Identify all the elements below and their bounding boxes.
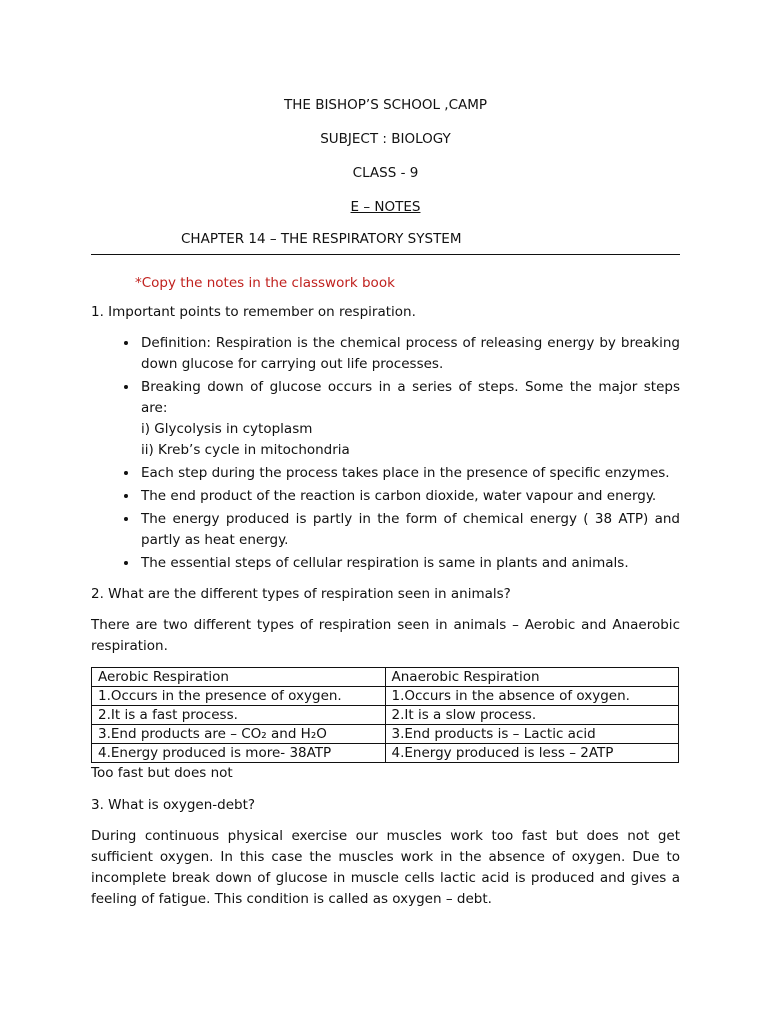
substep-krebs-cycle: ii) Kreb’s cycle in mitochondria <box>141 442 350 458</box>
section1-heading: 1. Important points to remember on respiration. <box>91 304 416 320</box>
section2-intro: There are two different types of respiration seen in animals – Aerobic and Anaerobic respiration. <box>91 617 680 654</box>
school-name: THE BISHOP’S SCHOOL ,CAMP <box>283 97 488 113</box>
instruction-text: Copy the notes in the classwork book <box>141 275 395 291</box>
table-cell: 2.It is a slow process. <box>385 706 679 725</box>
list-item: • The energy produced is partly in the form of chemical energy ( 38 ATP) and partly as heat energy. <box>139 509 680 551</box>
list-item: • Each step during the process takes place in the presence of specific enzymes. <box>139 463 680 484</box>
table-cell: 3.End products is – Lactic acid <box>385 725 679 744</box>
table-header-anaerobic: Anaerobic Respiration <box>385 668 679 687</box>
list-item: • The end product of the reaction is carbon dioxide, water vapour and energy. <box>139 486 680 507</box>
chapter-title: CHAPTER 14 – THE RESPIRATORY SYSTEM <box>181 231 462 247</box>
stray-text: Too fast but does not <box>91 765 233 781</box>
table-row <box>92 706 679 725</box>
list-item-text: Breaking down of glucose occurs in a series of steps. Some the major steps are: <box>141 379 680 416</box>
instruction-star: * <box>135 275 142 291</box>
class-line: CLASS - 9 <box>352 165 419 181</box>
notes-title-text: E – NOTES <box>350 199 421 215</box>
section2-heading: 2. What are the different types of respiration seen in animals? <box>91 586 511 602</box>
table-header-row <box>92 668 679 687</box>
table-cell: 4.Energy produced is more- 38ATP <box>92 744 386 763</box>
list-item: • Definition: Respiration is the chemical process of releasing energy by breaking down glucose for carrying out life processes. <box>139 333 680 375</box>
section3-body: During continuous physical exercise our muscles work too fast but does not get sufficient oxygen. In this case the muscles work in the absence of oxygen. Due to incomplete break down of glucose in muscle cells lactic acid is produced and gives a feeling of fatigue. This condition is called as oxygen – debt. <box>91 828 680 907</box>
substep-glycolysis: i) Glycolysis in cytoplasm <box>141 421 313 437</box>
table-row <box>92 725 679 744</box>
table-cell: 2.It is a fast process. <box>92 706 386 725</box>
respiration-comparison-table <box>91 667 679 763</box>
table-cell: 1.Occurs in the presence of oxygen. <box>92 687 386 706</box>
list-item <box>139 377 680 461</box>
table-row <box>92 687 679 706</box>
classwork-instruction <box>91 273 680 294</box>
horizontal-divider <box>91 254 680 255</box>
table-header-aerobic: Aerobic Respiration <box>92 668 386 687</box>
table-cell: 3.End products are – CO₂ and H₂O <box>92 725 386 744</box>
table-cell: 4.Energy produced is less – 2ATP <box>385 744 679 763</box>
notes-title <box>91 190 680 224</box>
table-cell: 1.Occurs in the absence of oxygen. <box>385 687 679 706</box>
list-item: • The essential steps of cellular respiration is same in plants and animals. <box>139 553 680 574</box>
respiration-points-list <box>91 333 680 574</box>
subject-line: SUBJECT : BIOLOGY <box>320 131 451 147</box>
table-row <box>92 744 679 763</box>
section3-heading: 3. What is oxygen-debt? <box>91 797 256 813</box>
